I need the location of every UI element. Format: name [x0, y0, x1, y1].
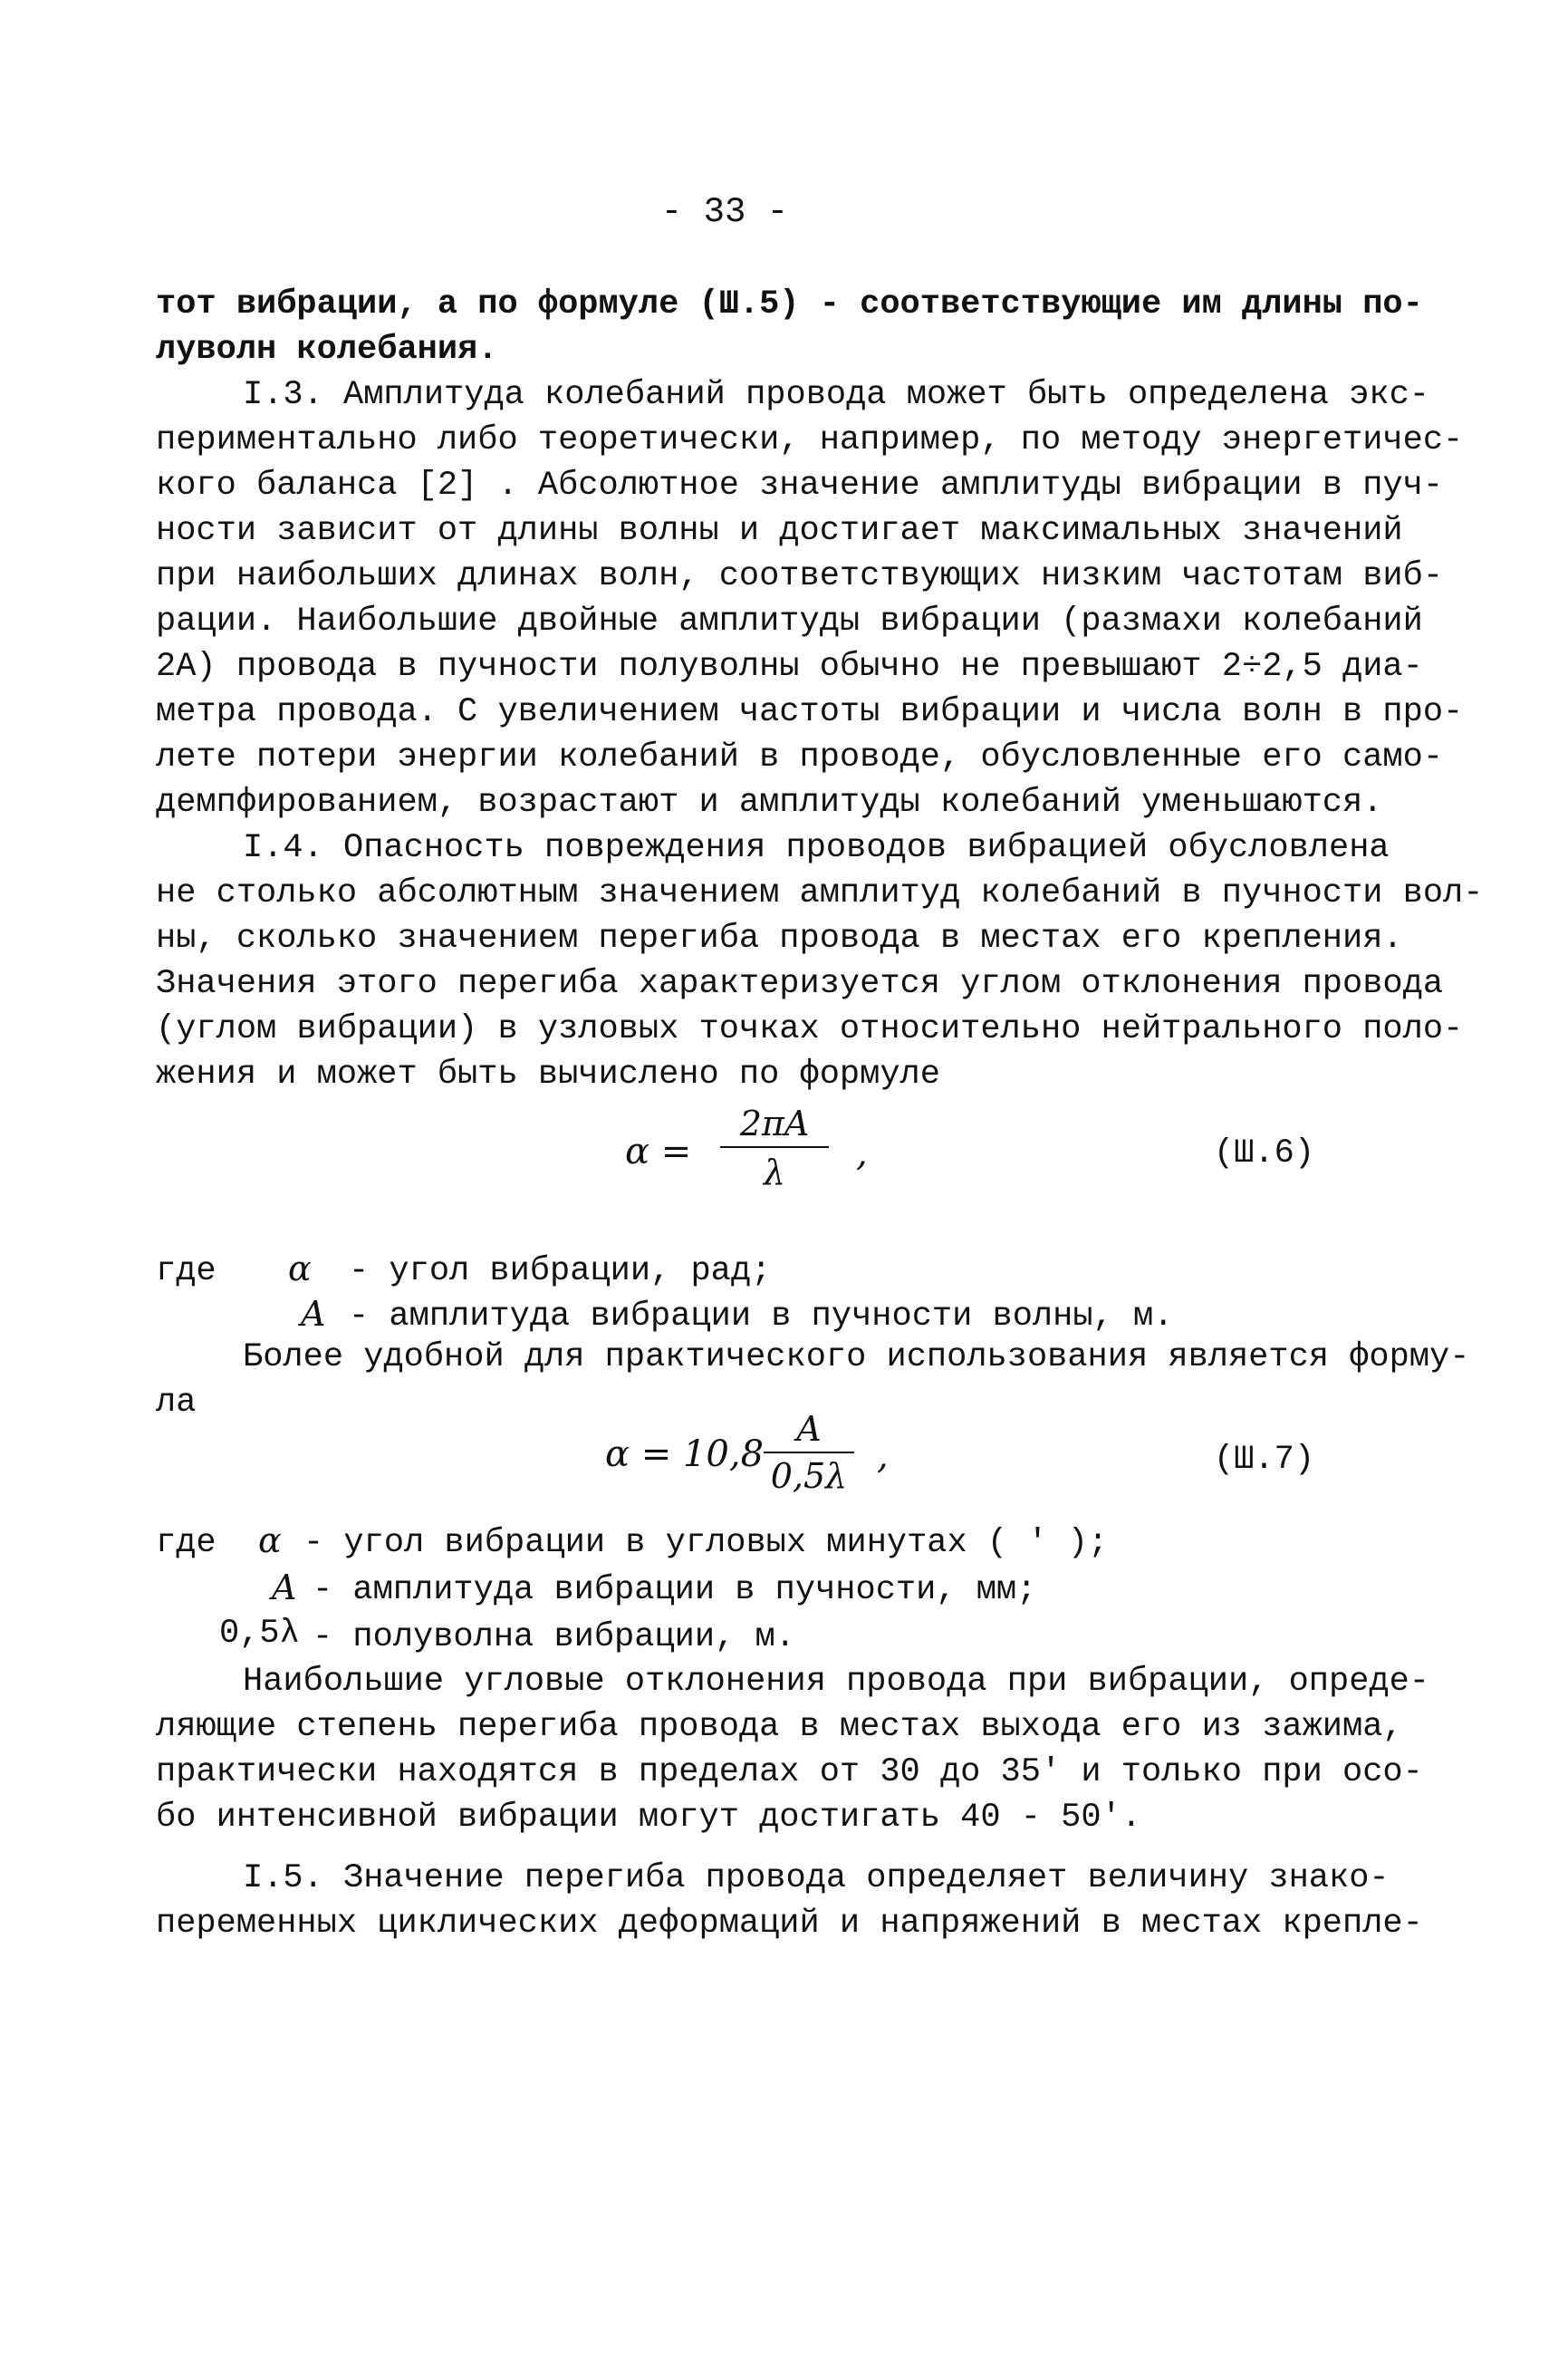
text-line: переменных циклических деформаций и напряжений в местах крепле- — [156, 1905, 1423, 1943]
legend-text: - угол вибрации, рад; — [349, 1252, 772, 1290]
formula-comma: , — [856, 1133, 868, 1174]
formula-numerator: 2πA — [739, 1104, 810, 1143]
text-line: ны, сколько значением перегиба провода в местах его крепления. — [156, 920, 1403, 958]
fraction-bar — [720, 1146, 829, 1148]
text-line: ности зависит от длины волны и достигает максимальных значений — [156, 512, 1403, 550]
text-line: тот вибрации, а по формуле (Ш.5) - соответствующие им длины по- — [156, 285, 1423, 323]
formula-denominator: 0,5λ — [770, 1456, 848, 1496]
formula-denominator: λ — [763, 1153, 786, 1192]
legend-term: A — [272, 1568, 297, 1607]
text-line: при наибольших длинах волн, соответствующих низким частотам виб- — [156, 557, 1444, 595]
text-line: не столько абсолютным значением амплитуд колебаний в пучности вол- — [156, 874, 1484, 912]
fraction-bar — [764, 1452, 854, 1453]
equation-number: (Ш.7) — [1214, 1441, 1315, 1479]
text-line: (углом вибрации) в узловых точках относительно нейтрального поло- — [156, 1010, 1464, 1048]
text-line: демпфированием, возрастают и амплитуды колебаний уменьшаются. — [156, 784, 1383, 822]
legend-term: α — [288, 1249, 312, 1288]
legend-where: где — [156, 1524, 216, 1562]
legend-where: где — [156, 1252, 216, 1290]
text-line: I.4. Опасность повреждения проводов вибрацией обусловлена — [243, 829, 1390, 867]
text-line: практически находятся в пределах от 30 до 35′ и только при осо- — [156, 1753, 1423, 1791]
text-line: Значения этого перегиба характеризуется углом отклонения провода — [156, 965, 1444, 1003]
text-line: ла — [156, 1384, 197, 1422]
formula-comma: , — [877, 1435, 889, 1477]
page-number: - 33 - — [660, 192, 789, 232]
text-line: бо интенсивной вибрации могут достигать 40 - 50′. — [156, 1799, 1141, 1837]
text-line: жения и может быть вычислено по формуле — [156, 1056, 940, 1094]
legend-term: 0,5λ — [219, 1615, 300, 1653]
text-line: периментально либо теоретически, например, по методу энергетичес- — [156, 421, 1464, 459]
text-line: лете потери энергии колебаний в проводе, обусловленные его само- — [156, 738, 1444, 777]
text-line: Наибольшие угловые отклонения провода при вибрации, опреде- — [243, 1663, 1430, 1701]
formula-lhs: α = 10,8 — [605, 1433, 765, 1475]
legend-term: A — [301, 1294, 326, 1334]
equation-number: (Ш.6) — [1214, 1134, 1315, 1172]
legend-term: α — [258, 1520, 282, 1560]
text-line: рации. Наибольшие двойные амплитуды вибрации (размахи колебаний — [156, 603, 1423, 641]
text-line: 2А) провода в пучности полуволны обычно не превышают 2÷2,5 диа- — [156, 648, 1423, 686]
legend-text: - угол вибрации в угловых минутах ( ′ ); — [303, 1524, 1109, 1562]
text-line: кого баланса [2] . Абсолютное значение амплитуды вибрации в пуч- — [156, 467, 1444, 505]
text-line: I.3. Амплитуда колебаний провода может быть определена экс- — [243, 376, 1430, 414]
text-line: луволн колебания. — [156, 331, 498, 369]
legend-text: - полуволна вибрации, м. — [313, 1618, 795, 1656]
formula-numerator: A — [796, 1409, 822, 1449]
text-line: I.5. Значение перегиба провода определяет величину знако- — [243, 1859, 1390, 1897]
text-line: ляющие степень перегиба провода в местах выхода его из зажима, — [156, 1708, 1403, 1746]
text-line: Более удобной для практического использования является форму- — [243, 1338, 1470, 1376]
text-line: метра провода. С увеличением частоты вибрации и числа волн в про- — [156, 693, 1464, 731]
legend-text: - амплитуда вибрации в пучности волны, м. — [349, 1298, 1174, 1336]
formula-lhs: α = — [625, 1131, 692, 1172]
legend-text: - амплитуда вибрации в пучности, мм; — [313, 1571, 1037, 1609]
